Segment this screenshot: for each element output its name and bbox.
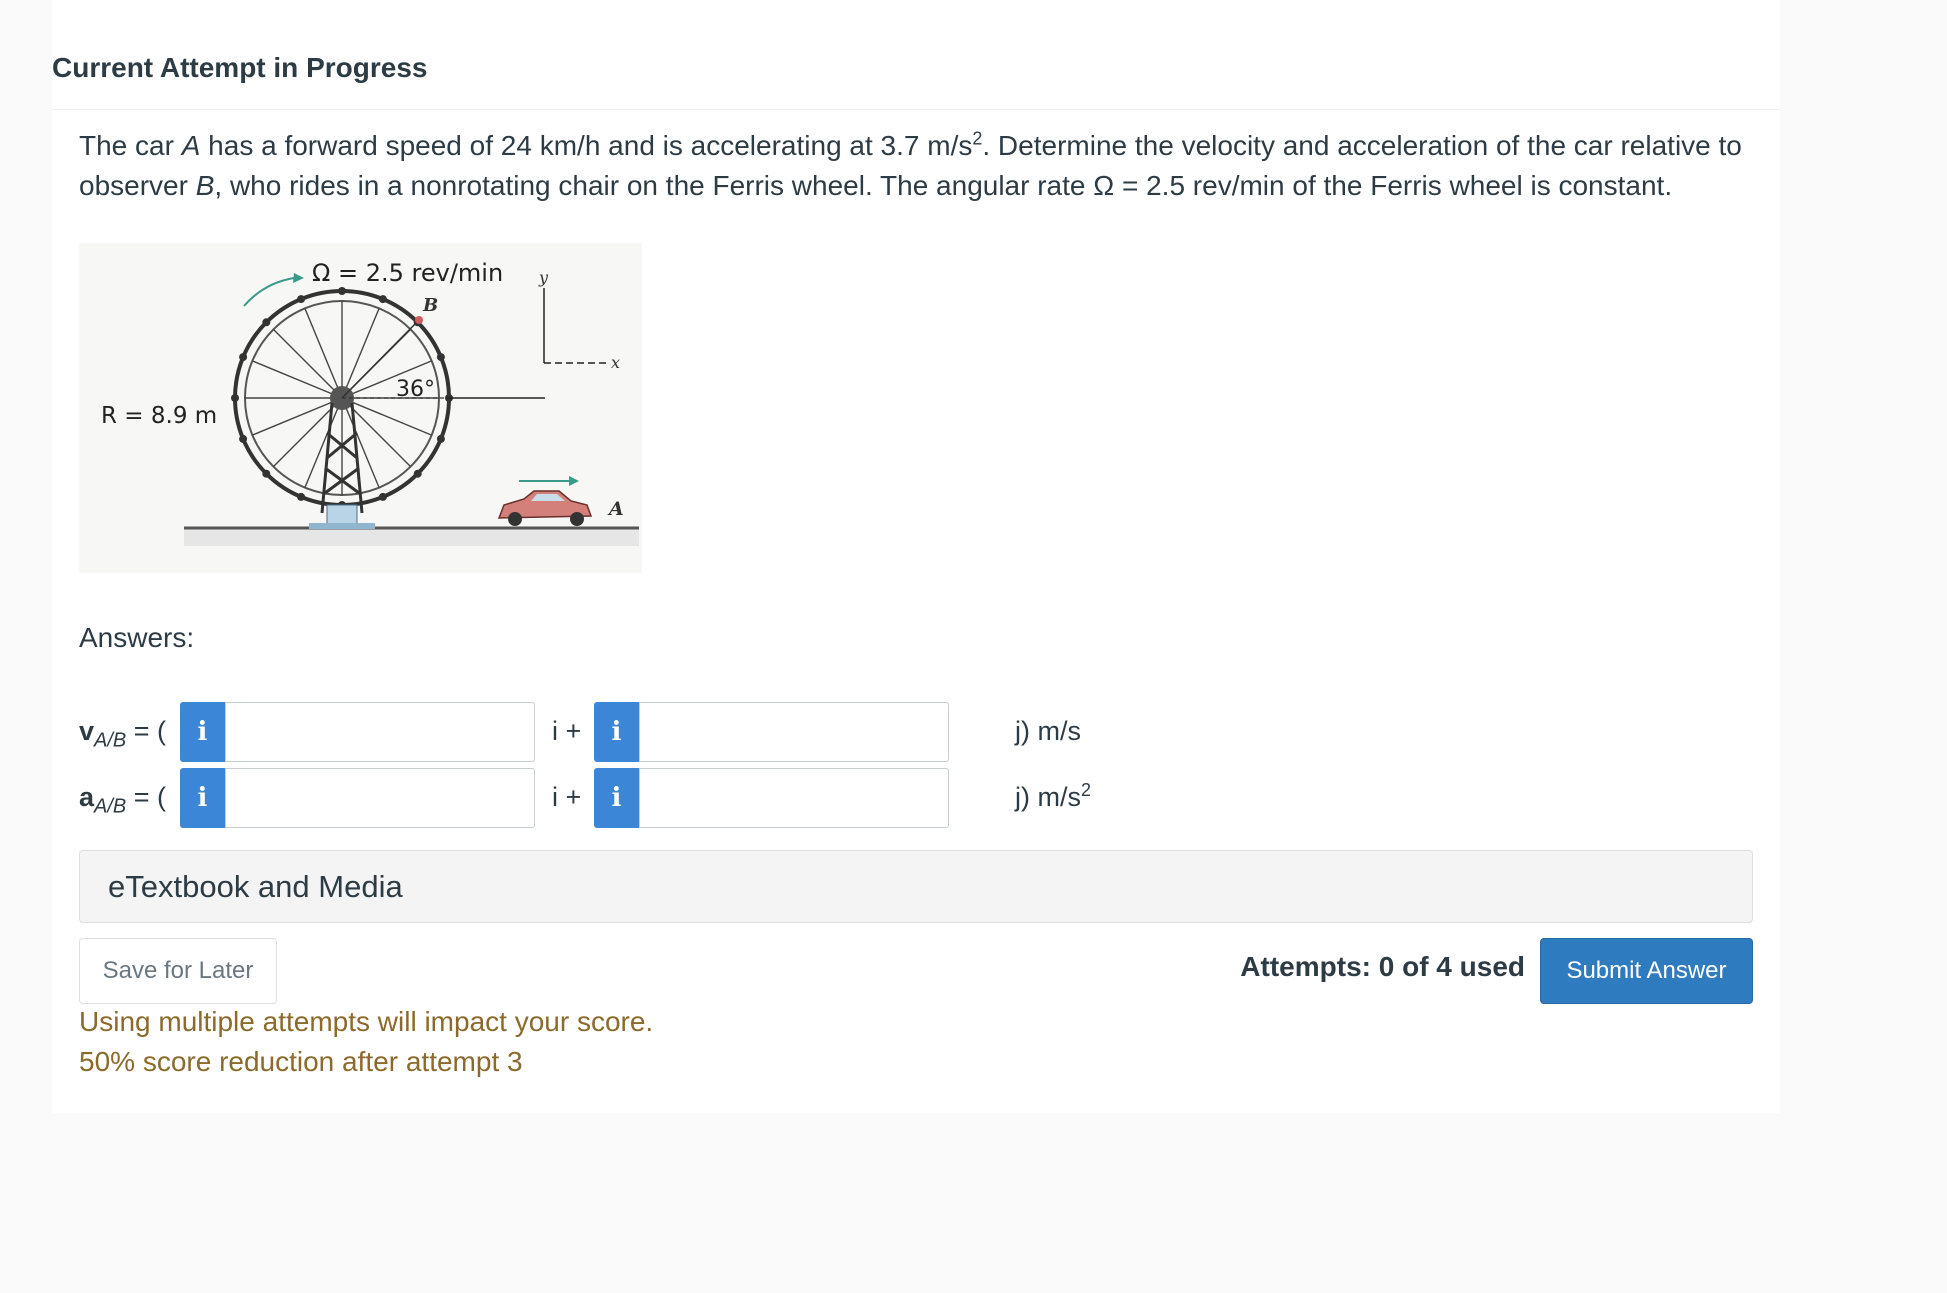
- car-variable: A: [181, 130, 201, 161]
- gondola: [297, 493, 305, 501]
- gondola: [379, 295, 387, 303]
- submit-answer-button[interactable]: Submit Answer: [1540, 938, 1753, 1004]
- gondola: [437, 435, 445, 443]
- acceleration-j-unit-sup: 2: [1080, 780, 1091, 800]
- velocity-j-unit-text: j) m/s: [1015, 716, 1081, 746]
- acceleration-j-unit-text: j) m/s: [1015, 782, 1081, 812]
- save-for-later-button[interactable]: Save for Later: [79, 938, 277, 1004]
- attempt-header: [52, 0, 1780, 110]
- point-b-marker: [415, 316, 423, 324]
- y-axis-label: y: [539, 268, 549, 287]
- gondola: [338, 287, 346, 295]
- angle-label: 36°: [396, 377, 435, 402]
- car-wheel-front: [570, 512, 584, 526]
- gondola: [379, 493, 387, 501]
- velocity-symbol: v: [79, 716, 95, 746]
- gondola: [414, 470, 422, 478]
- gondola: [239, 435, 247, 443]
- omega-label: Ω = 2.5 rev/min: [312, 259, 504, 287]
- acceleration-subscript: A/B: [94, 795, 127, 818]
- velocity-j-info-icon[interactable]: i: [594, 702, 639, 762]
- acceleration-answer-row: [79, 768, 1179, 828]
- car-a-label: A: [609, 498, 624, 520]
- acceleration-label: [79, 782, 166, 818]
- tower-base: [327, 505, 357, 525]
- question-text: [79, 126, 1779, 206]
- attempt-title: Current Attempt in Progress: [52, 52, 428, 83]
- velocity-j-input[interactable]: [639, 702, 949, 762]
- acceleration-i-unit: i +: [552, 782, 582, 812]
- attempts-warning: Using multiple attempts will impact your score.: [79, 1006, 654, 1037]
- superscript: 2: [972, 128, 983, 149]
- equals-paren: = (: [126, 782, 167, 812]
- ground-shade: [184, 528, 639, 546]
- equals-paren: = (: [126, 716, 167, 746]
- acceleration-i-info-icon[interactable]: i: [180, 768, 225, 828]
- acceleration-j-info-icon[interactable]: i: [594, 768, 639, 828]
- gondola: [239, 353, 247, 361]
- gondola: [231, 394, 239, 402]
- radius-label: R = 8.9 m: [101, 403, 218, 429]
- answers-heading: Answers:: [79, 622, 195, 653]
- velocity-answer-row: [79, 702, 1179, 762]
- attempts-counter: Attempts: 0 of 4 used: [1240, 951, 1525, 982]
- velocity-label: [79, 716, 166, 752]
- ferris-wheel-diagram: [79, 243, 642, 573]
- gondola: [437, 353, 445, 361]
- question-card: [52, 0, 1780, 1113]
- score-reduction-note: 50% score reduction after attempt 3: [79, 1046, 523, 1077]
- question-part: has a forward speed of 24 km/h and is accelerating at 3.7 m/s: [200, 130, 973, 161]
- ferris-wheel-figure: [79, 243, 642, 573]
- acceleration-j-input[interactable]: [639, 768, 949, 828]
- gondola: [262, 470, 270, 478]
- acceleration-symbol: a: [79, 782, 95, 812]
- tower-foot: [309, 523, 375, 529]
- point-b-label: B: [423, 295, 439, 316]
- velocity-i-input[interactable]: [225, 702, 535, 762]
- car-wheel-rear: [508, 512, 522, 526]
- velocity-i-info-icon[interactable]: i: [180, 702, 225, 762]
- etextbook-label: eTextbook and Media: [108, 869, 403, 904]
- velocity-subscript: A/B: [94, 729, 127, 752]
- etextbook-panel[interactable]: [79, 850, 1753, 923]
- observer-variable: B: [195, 170, 215, 201]
- question-part: The car: [79, 130, 182, 161]
- velocity-i-unit: i +: [552, 716, 582, 746]
- question-part: , who rides in a nonrotating chair on the Ferris wheel. The angular rate Ω = 2.5 rev/min of the Ferris wheel is constant.: [214, 170, 1673, 201]
- gondola: [297, 295, 305, 303]
- x-axis-label: x: [611, 353, 621, 372]
- question-part: . Determine the velocity and acceleration of the car relative to observer: [79, 130, 1742, 201]
- gondola: [262, 318, 270, 326]
- velocity-j-unit: [1015, 716, 1081, 747]
- acceleration-j-unit: [1015, 782, 1091, 813]
- acceleration-i-input[interactable]: [225, 768, 535, 828]
